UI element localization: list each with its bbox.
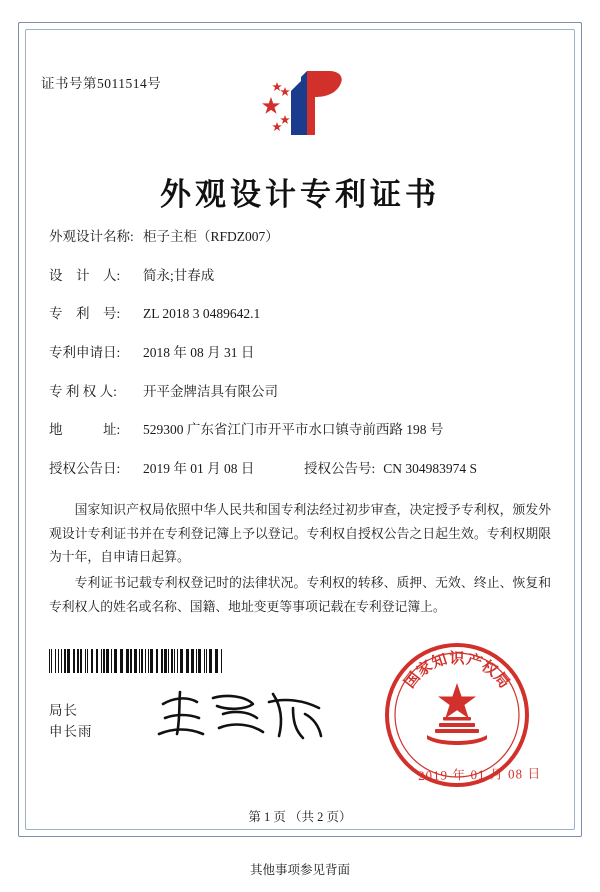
field-label: 外观设计名称: [49, 229, 134, 244]
grant-number-value: CN 304983974 S [383, 461, 478, 477]
seal-date: 2019 年 01 月 08 日 [417, 765, 542, 784]
page-title: 外观设计专利证书 [160, 177, 440, 212]
handwritten-signature-icon [153, 684, 333, 746]
field-value: 柜子主柜（RFDZ007） [143, 229, 279, 244]
legal-text [49, 499, 551, 621]
grant-date-value: 2019 年 01 月 08 日 [143, 461, 255, 477]
grant-number-label: 授权公告号: [304, 461, 376, 477]
field-list [49, 229, 551, 500]
page-number: 第 1 页 （共 2 页） [248, 810, 352, 824]
barcode-icon [49, 649, 224, 673]
field-label: 设 计 人: [49, 267, 121, 283]
svg-text:知: 知 [430, 651, 450, 672]
director-name: 申长雨 [49, 723, 93, 739]
field-grant-announcement [49, 461, 551, 477]
qr-code-icon [501, 65, 553, 117]
field-value: 简永;甘春成 [143, 267, 215, 283]
field-value: 529300 广东省江门市开平市水口镇寺前西路 198 号 [143, 422, 444, 438]
director-title: 局长 [49, 703, 78, 718]
field-label: 专利申请日: [49, 345, 121, 361]
paragraph-2: 专利证书记载专利权登记时的法律状况。专利权的转移、质押、无效、终止、恢复和专利权人的姓名或名称、国籍、地址变更等事项记载在专利登记簿上。 [49, 576, 551, 614]
field-label: 专 利 权 人: [49, 383, 117, 399]
svg-text:国: 国 [401, 669, 424, 692]
field-label: 专 利 号: [49, 306, 121, 322]
field-patent-number [49, 306, 551, 322]
paragraph-1: 国家知识产权局依照中华人民共和国专利法经过初步审查，决定授予专利权，颁发外观设计专利证书并在专利登记簿上予以登记。专利权自授权公告之日起生效。专利权期限为十年，自申请日起算。 [49, 503, 551, 565]
field-value: 开平金牌洁具有限公司 [143, 383, 278, 399]
field-design-name [49, 229, 551, 245]
field-designer [49, 268, 551, 284]
patent-office-logo-icon [245, 67, 355, 139]
field-label: 地 址: [49, 422, 121, 438]
grant-date-label: 授权公告日: [49, 461, 121, 477]
svg-text:产: 产 [464, 651, 484, 672]
svg-text:家: 家 [414, 658, 436, 680]
signature-block [49, 701, 93, 743]
field-patentee [49, 384, 551, 400]
certificate-number: 证书号第5011514号 [41, 76, 162, 91]
field-value: ZL 2018 3 0489642.1 [143, 306, 261, 322]
footer-note: 其他事项参见背面 [249, 863, 350, 877]
field-address [49, 422, 551, 438]
svg-text:局: 局 [490, 669, 513, 692]
field-value: 2018 年 08 月 31 日 [143, 345, 255, 361]
svg-text:识: 识 [449, 651, 465, 667]
svg-text:权: 权 [478, 658, 500, 680]
certificate-content [25, 29, 575, 830]
field-application-date [49, 345, 551, 361]
